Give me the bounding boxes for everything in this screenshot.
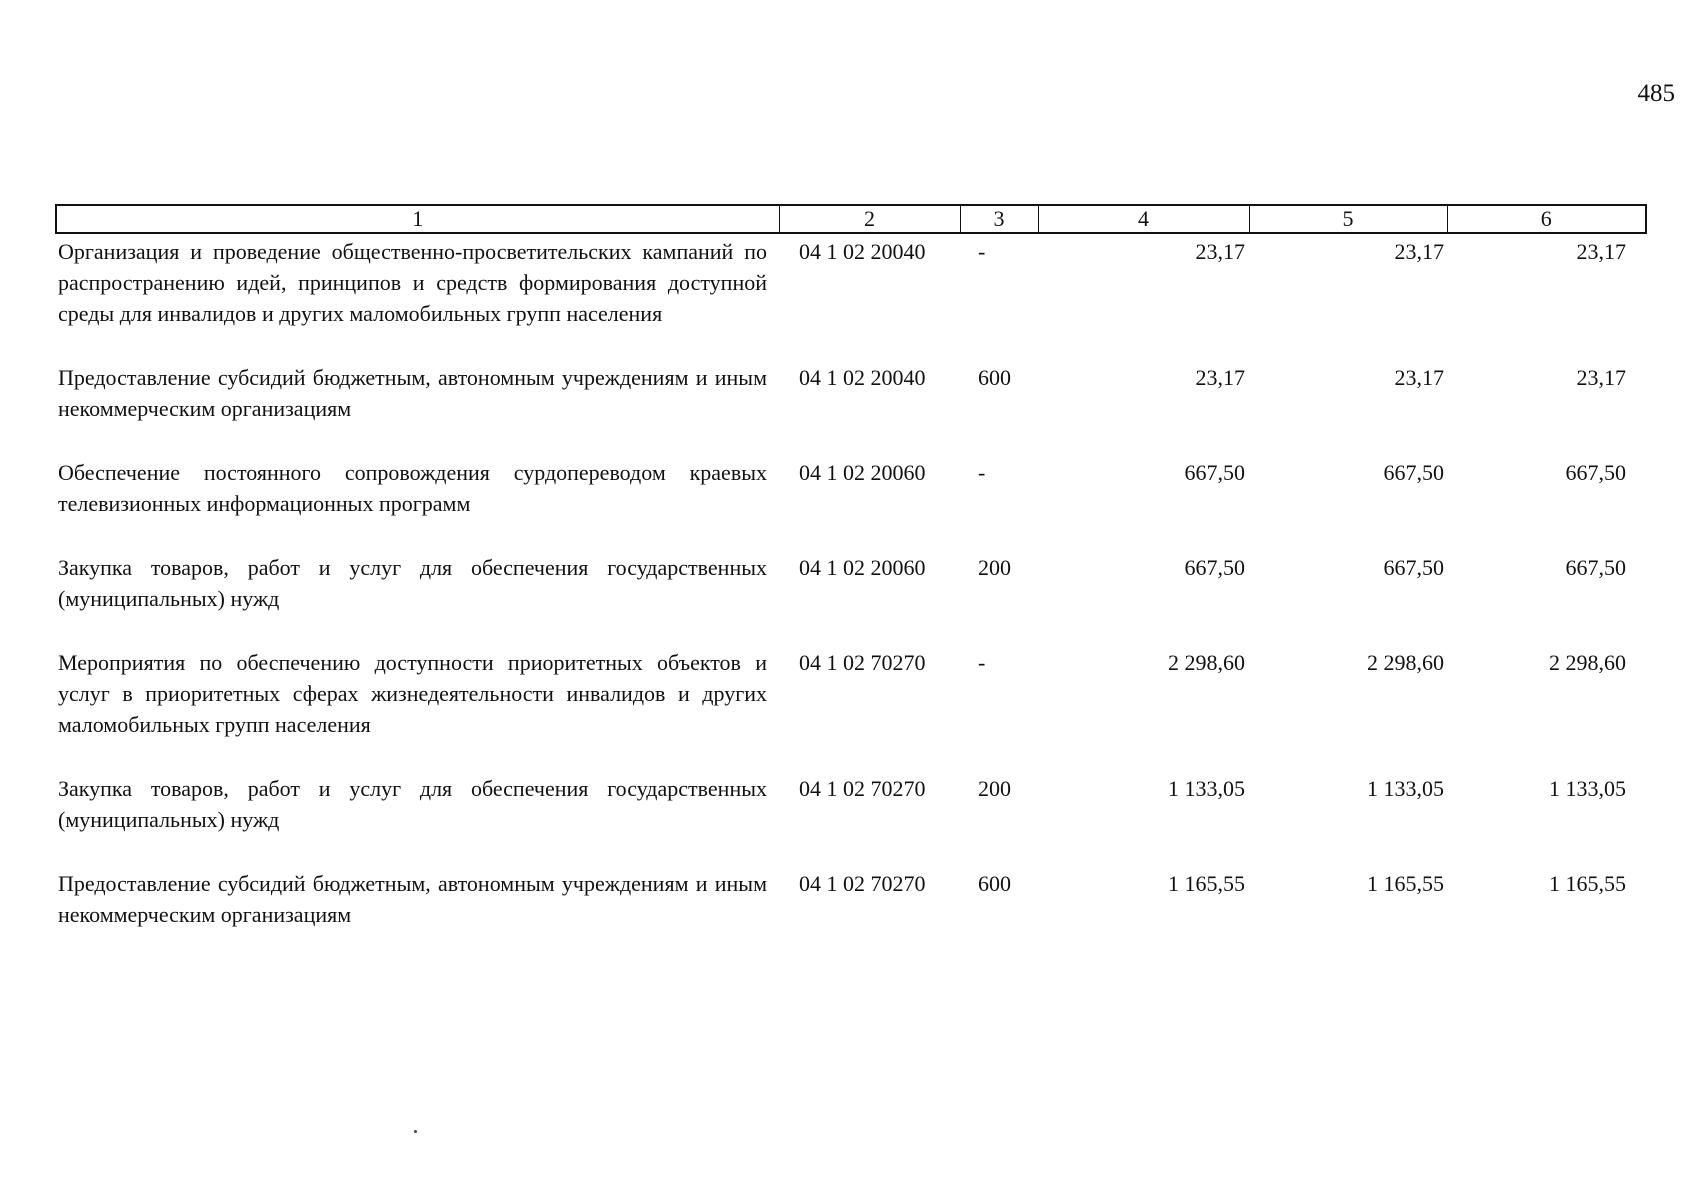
row-value-6: 1 165,55 (1549, 871, 1626, 896)
row-spacer (56, 424, 1646, 455)
row-spacer (56, 329, 1646, 360)
header-cell-6: 6 (1447, 205, 1646, 233)
row-spacer (56, 740, 1646, 771)
table-row (56, 360, 1646, 424)
row-code: 04 1 02 20060 (799, 460, 926, 485)
row-name: Закупка товаров, работ и услуг для обеспечения государственных (муниципальных) нужд (58, 555, 767, 611)
row-spacer (56, 835, 1646, 866)
row-type: 200 (978, 555, 1011, 580)
row-name: Обеспечение постоянного сопровождения сурдопереводом краевых телевизионных информационных программ (58, 460, 767, 516)
table-header (56, 205, 1646, 233)
scan-speck (414, 1130, 417, 1133)
row-code: 04 1 02 20040 (799, 365, 926, 390)
row-value-5: 23,17 (1394, 365, 1444, 390)
table-row (56, 866, 1646, 930)
budget-table (55, 204, 1647, 930)
row-value-4: 2 298,60 (1168, 650, 1245, 675)
header-cell-1: 1 (56, 205, 779, 233)
row-value-6: 2 298,60 (1549, 650, 1626, 675)
row-type: 600 (978, 365, 1011, 390)
row-value-4: 667,50 (1184, 555, 1245, 580)
table-row (56, 645, 1646, 740)
row-code: 04 1 02 20040 (799, 239, 926, 264)
row-value-5: 1 165,55 (1367, 871, 1444, 896)
table-body (56, 233, 1646, 930)
row-value-6: 23,17 (1576, 365, 1626, 390)
row-type: - (978, 460, 986, 485)
row-value-5: 23,17 (1394, 239, 1444, 264)
row-spacer (56, 519, 1646, 550)
row-name: Предоставление субсидий бюджетным, автономным учреждениям и иным некоммерческим организациям (58, 365, 767, 421)
row-type: 200 (978, 776, 1011, 801)
row-value-6: 667,50 (1565, 555, 1626, 580)
header-row (56, 205, 1646, 233)
row-value-4: 667,50 (1184, 460, 1245, 485)
table-row (56, 550, 1646, 614)
row-type: 600 (978, 871, 1011, 896)
row-name: Мероприятия по обеспечению доступности приоритетных объектов и услуг в приоритетных сферах жизнедеятельности инвалидов и других маломобильных групп населения (58, 650, 767, 737)
table-row (56, 233, 1646, 329)
row-name: Закупка товаров, работ и услуг для обеспечения государственных (муниципальных) нужд (58, 776, 767, 832)
header-cell-3: 3 (960, 205, 1038, 233)
row-spacer (56, 614, 1646, 645)
table-row (56, 771, 1646, 835)
row-value-4: 1 165,55 (1168, 871, 1245, 896)
row-name: Предоставление субсидий бюджетным, автономным учреждениям и иным некоммерческим организациям (58, 871, 767, 927)
row-type: - (978, 650, 986, 675)
header-cell-4: 4 (1038, 205, 1249, 233)
row-value-5: 667,50 (1383, 460, 1444, 485)
row-name: Организация и проведение общественно-просветительских кампаний по распространению идей, принципов и средств формирования доступной среды для инвалидов и других маломобильных групп населения (58, 239, 767, 326)
budget-table-container (55, 204, 1645, 930)
row-value-4: 23,17 (1195, 239, 1245, 264)
row-value-5: 667,50 (1383, 555, 1444, 580)
row-value-4: 1 133,05 (1168, 776, 1245, 801)
row-code: 04 1 02 70270 (799, 650, 926, 675)
row-value-5: 2 298,60 (1367, 650, 1444, 675)
page-number: 485 (1637, 80, 1675, 107)
row-value-6: 23,17 (1576, 239, 1626, 264)
row-value-6: 667,50 (1565, 460, 1626, 485)
row-code: 04 1 02 70270 (799, 776, 926, 801)
row-code: 04 1 02 20060 (799, 555, 926, 580)
row-type: - (978, 239, 986, 264)
row-value-4: 23,17 (1195, 365, 1245, 390)
table-row (56, 455, 1646, 519)
header-cell-5: 5 (1249, 205, 1447, 233)
row-code: 04 1 02 70270 (799, 871, 926, 896)
header-cell-2: 2 (779, 205, 960, 233)
row-value-5: 1 133,05 (1367, 776, 1444, 801)
row-value-6: 1 133,05 (1549, 776, 1626, 801)
